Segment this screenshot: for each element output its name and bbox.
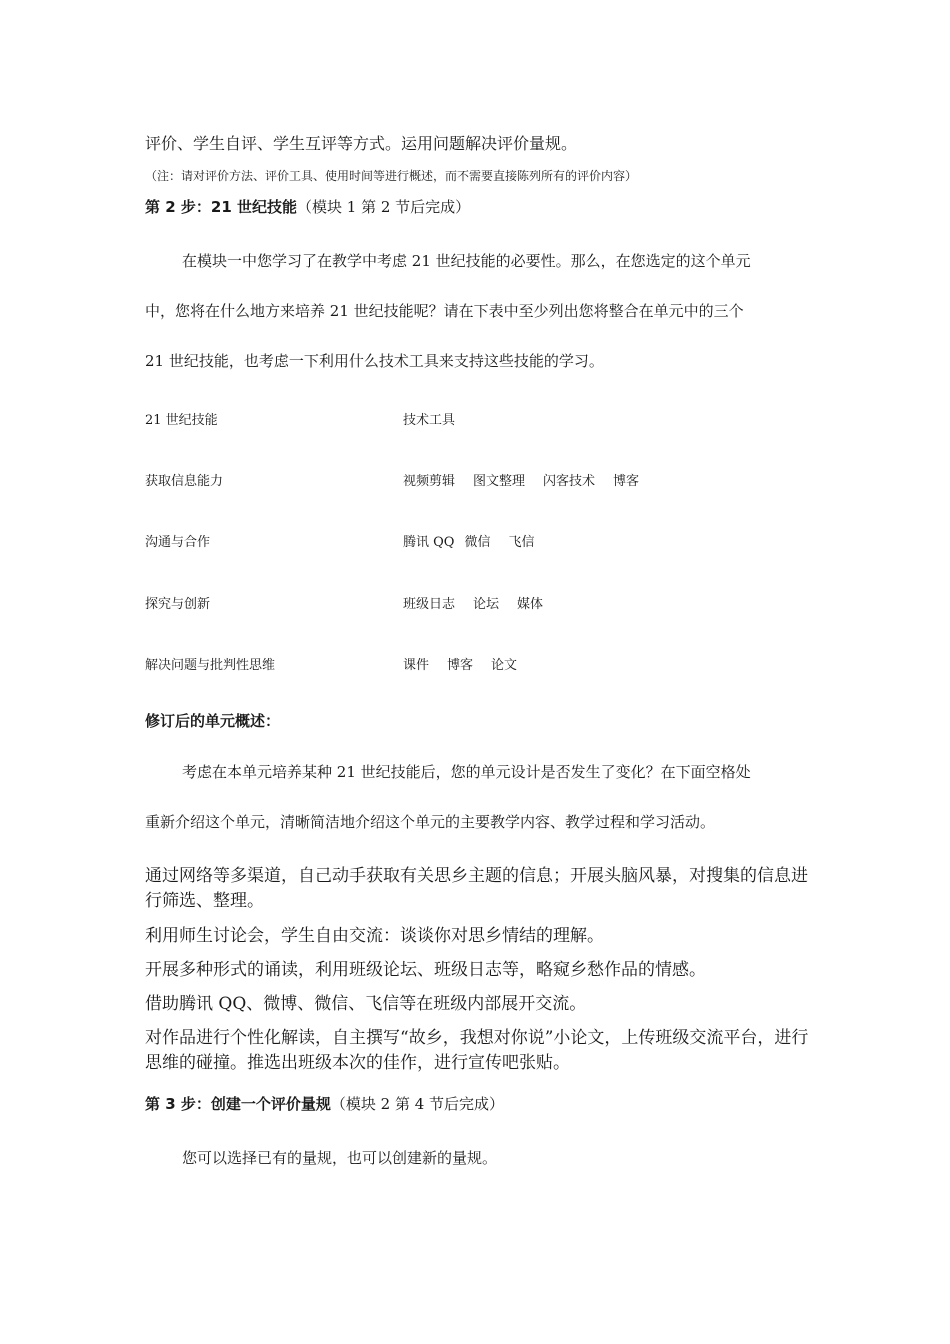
table-header-tools: 技术工具 [403,413,456,428]
tool-item: 班级日志 [403,597,456,612]
tool-item: 博客 [447,658,474,673]
table-cell-tools [403,593,543,612]
tool-item: 论文 [491,658,518,673]
answer-paragraph: 对作品进行个性化解读，自主撰写“故乡，我想对你说”小论文，上传班级交流平台，进行思维的碰撞。推选出班级本次的佳作，进行宣传吧张贴。 [145,1028,809,1073]
step3-heading [145,1093,504,1114]
answer-paragraph: 开展多种形式的诵读，利用班级论坛、班级日志等，略窥乡愁作品的情感。 [145,960,706,980]
table-cell-skill: 获取信息能力 [145,474,224,489]
tool-item: 视频剪辑 [403,474,456,489]
step3-heading-sub: （模块 2 第 4 节后完成） [330,1095,505,1113]
answer-paragraph: 借助腾讯 QQ、微博、微信、飞信等在班级内部展开交流。 [145,994,587,1014]
step2-heading [145,196,470,217]
tool-item: 微信 [464,535,491,550]
intro-note: （注：请对评价方法、评价工具、使用时间等进行概述，而不需要直接陈列所有的评价内容） [145,169,638,183]
tool-item: 媒体 [517,597,544,612]
step2-para-line: 21 世纪技能，也考虑一下利用什么技术工具来支持这些技能的学习。 [145,352,604,370]
revised-para-line: 考虑在本单元培养某种 21 世纪技能后，您的单元设计是否发生了变化？在下面空格处 [182,763,751,781]
step3-para: 您可以选择已有的量规，也可以创建新的量规。 [182,1149,498,1167]
step2-para-line: 中，您将在什么地方来培养 21 世纪技能呢？请在下表中至少列出您将整合在单元中的三个 [145,302,744,320]
intro-line: 评价、学生自评、学生互评等方式。运用问题解决评价量规。 [145,134,578,153]
table-cell-tools [403,531,534,550]
tool-item: 课件 [403,658,430,673]
revised-heading [145,710,280,731]
table-cell-skill: 探究与创新 [145,597,211,612]
step2-heading-sub: （模块 1 第 2 节后完成） [296,198,471,216]
answer-paragraph: 利用师生讨论会，学生自由交流：谈谈你对思乡情结的理解。 [145,926,604,946]
step2-heading-title: 第 2 步：21 世纪技能 [145,198,297,216]
revised-para-line: 重新介绍这个单元，清晰简洁地介绍这个单元的主要教学内容、教学过程和学习活动。 [145,813,716,831]
tool-item: 闪客技术 [543,474,596,489]
answer-paragraph: 通过网络等多渠道，自己动手获取有关思乡主题的信息；开展头脑风暴，对搜集的信息进行筛选、整理。 [145,866,808,911]
tool-item: 腾讯 QQ [403,535,455,550]
tool-item: 飞信 [508,535,535,550]
revised-heading-title: 修订后的单元概述： [145,712,281,730]
tool-item: 图文整理 [473,474,526,489]
table-header-skill: 21 世纪技能 [145,413,218,428]
table-cell-tools [403,470,639,489]
tool-item: 博客 [613,474,640,489]
table-cell-skill: 解决问题与批判性思维 [145,658,276,673]
step3-heading-title: 第 3 步：创建一个评价量规 [145,1095,331,1113]
table-cell-tools [403,654,517,673]
step2-para-line: 在模块一中您学习了在教学中考虑 21 世纪技能的必要性。那么，在您选定的这个单元 [182,252,751,270]
tool-item: 论坛 [473,597,500,612]
table-cell-skill: 沟通与合作 [145,535,211,550]
